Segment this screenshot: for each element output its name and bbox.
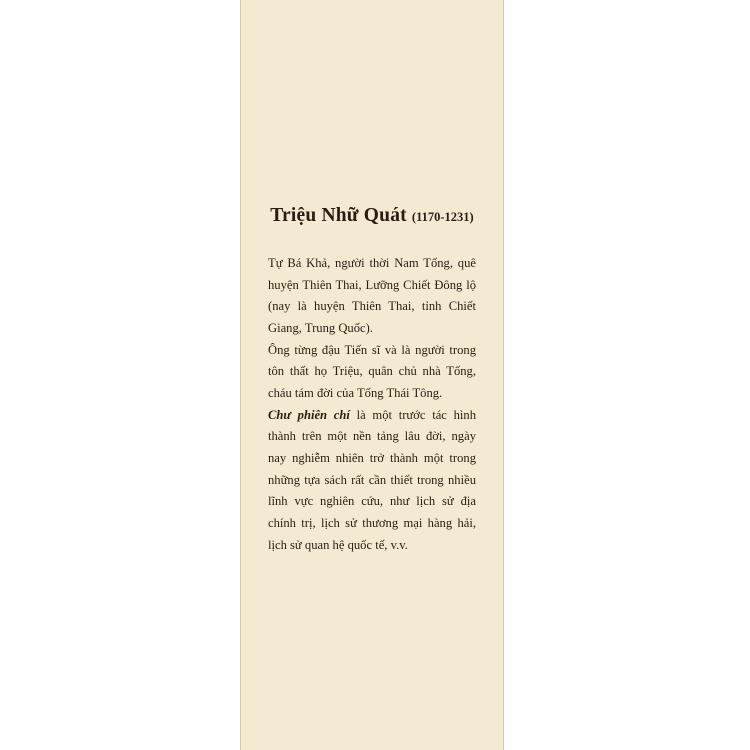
paragraph-career: Ông từng đậu Tiến sĩ và là người trong tôn thất họ Triệu, quân chủ nhà Tống, cháu tám đời của Tống Thái Tông. — [268, 342, 476, 400]
author-years: (1170-1231) — [411, 210, 474, 224]
author-name: Triệu Nhữ Quát — [270, 205, 407, 226]
flap-content — [268, 205, 476, 556]
work-description-text: là một trước tác hình thành trên một nền tảng lâu đời, ngày nay nghiễm nhiên trở thành một trong những tựa sách rất cần thiết trong nhiều lĩnh vực nghiên cứu, như lịch sử địa chính trị, lịch sử thương mại hàng hải, lịch sử quan hệ quốc tế, v.v. — [268, 407, 477, 552]
flap-body — [268, 253, 476, 556]
paragraph-work — [268, 405, 476, 557]
work-title: Chư phiên chí — [268, 407, 350, 422]
fold-line-right — [503, 0, 504, 750]
author-heading — [268, 205, 476, 227]
paragraph-origin: Tự Bá Khả, người thời Nam Tống, quê huyện Thiên Thai, Lưỡng Chiết Đông lộ (nay là huyện Thiên Thai, tỉnh Chiết Giang, Trung Quốc). — [268, 256, 476, 335]
fold-line-left — [240, 0, 241, 750]
